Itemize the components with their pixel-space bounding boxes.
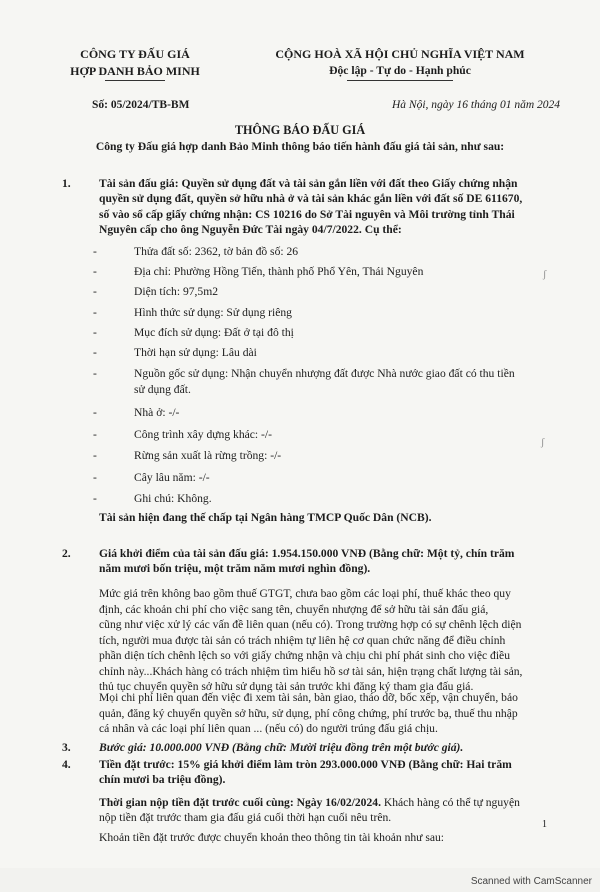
- deadline-note: Khách hàng có thể tự nguyện: [380, 796, 520, 809]
- section-1-lead-line: số vào sổ cấp giấy chứng nhận: CS 10216 do Sở Tài nguyên và Môi trường tỉnh Thái: [99, 207, 515, 221]
- paragraph-line: chỉnh này...Khách hàng có trách nhiệm tìm hiểu hồ sơ tài sản, hiện trạng chất lượng tài sản,: [99, 664, 523, 678]
- asset-item: - Thời hạn sử dụng: Lâu dài: [93, 345, 553, 360]
- section-2-paragraph-1: [99, 586, 561, 695]
- scan-speck: ʃ: [541, 437, 545, 448]
- company-underline: [105, 80, 165, 81]
- document-number: Số: 05/2024/TB-BM: [92, 99, 190, 111]
- page-number: 1: [542, 819, 547, 830]
- section-3-number: 3.: [62, 741, 71, 754]
- asset-item-text: Thời hạn sử dụng: Lâu dài: [134, 346, 257, 359]
- section-2-lead-line: Giá khởi điểm của tài sản đấu giá: 1.954.150.000 VNĐ (Bằng chữ: Một tỷ, chín trăm: [99, 547, 515, 560]
- paragraph-line: định, các khoản chi phí cho việc sang tên, chuyển nhượng để sở hữu tài sản đấu giá,: [99, 602, 489, 616]
- asset-item: - Công trình xây dựng khác: -/-: [93, 427, 553, 442]
- paragraph-line: cá nhân và các loại phí liên quan ... (nếu có) do người trúng đấu giá chịu.: [99, 722, 438, 736]
- motto-underline: [347, 80, 453, 81]
- national-title: CỘNG HOÀ XÃ HỘI CHỦ NGHĨA VIỆT NAM: [275, 47, 525, 61]
- asset-item-text: Thửa đất số: 2362, tờ bản đồ số: 26: [134, 245, 299, 258]
- company-name-line2: HỢP DANH BẢO MINH: [70, 64, 200, 79]
- asset-item: - Nhà ở: -/-: [93, 405, 553, 420]
- transfer-instruction: Khoản tiền đặt trước được chuyển khoản theo thông tin tài khoản như sau:: [99, 831, 445, 844]
- deposit-deadline: [99, 795, 561, 826]
- section-1-number: 1.: [62, 177, 71, 190]
- asset-item-text: Nguồn gốc sử dụng: Nhận chuyển nhượng đất được Nhà nước giao đất có thu tiền: [134, 367, 515, 380]
- section-2-number: 2.: [62, 547, 71, 560]
- asset-item: - Rừng sản xuất là rừng trồng: -/-: [93, 448, 553, 463]
- mortgage-note: Tài sản hiện đang thế chấp tại Ngân hàng TMCP Quốc Dân (NCB).: [99, 511, 432, 524]
- section-4-lead: [99, 757, 561, 788]
- section-1-lead: [99, 176, 561, 237]
- asset-item: - Ghi chú: Không.: [93, 491, 553, 506]
- deadline-line: [99, 795, 561, 810]
- paragraph-line: tích, người mua được tài sản có trách nhiệm tự liên hệ cơ quan chức năng để điều chỉnh: [99, 633, 506, 647]
- section-1-lead-line: quyền sử dụng đất, quyền sở hữu nhà ở và tài sản khác gắn liền với đất số DE 611670,: [99, 192, 523, 206]
- asset-item-text: Diện tích: 97,5m2: [134, 285, 219, 298]
- paragraph-line: thủ tục chuyển quyền sở hữu sử dụng tài sản trước khi đăng ký tham gia đấu giá.: [99, 680, 474, 694]
- scanner-watermark: Scanned with CamScanner: [470, 875, 592, 887]
- section-4-lead-line: Tiền đặt trước: 15% giá khởi điểm làm tròn 293.000.000 VNĐ (Bằng chữ: Hai trăm: [99, 758, 512, 771]
- asset-item: - Hình thức sử dụng: Sử dụng riêng: [93, 305, 553, 320]
- company-name-line1: CÔNG TY ĐẤU GIÁ: [80, 47, 190, 61]
- document-intro: Công ty Đấu giá hợp danh Bảo Minh thông báo tiến hành đấu giá tài sản, như sau:: [95, 140, 505, 153]
- paragraph-line: phần diện tích chênh lệch so với giấy chứng nhận và chịu chi phí phát sinh cho việc điều: [99, 649, 511, 663]
- document-date: Hà Nội, ngày 16 tháng 01 năm 2024: [391, 99, 560, 111]
- deadline-line-2: nộp tiền đặt trước tham gia đấu giá cuối thời hạn cuối nêu trên.: [99, 811, 392, 825]
- paragraph-line: Mọi chi phí liên quan đến việc đi xem tài sản, bàn giao, tháo dỡ, bốc xếp, vận chuyển, bảo: [99, 691, 518, 704]
- section-2-lead-line: năm mươi bốn triệu, một trăm năm mươi nghìn đồng).: [99, 562, 371, 576]
- section-2-lead: [99, 546, 561, 577]
- paragraph-line: Mức giá trên không bao gồm thuế GTGT, chưa bao gồm các loại phí, thuế khác theo quy: [99, 587, 511, 600]
- asset-item: - Diện tích: 97,5m2: [93, 284, 553, 299]
- section-4-number: 4.: [62, 758, 71, 771]
- asset-item: - Mục đích sử dụng: Đất ở tại đô thị: [93, 325, 553, 340]
- section-4-lead-line: chín mươi ba triệu đồng).: [99, 773, 226, 787]
- section-2-paragraph-2: [99, 690, 561, 737]
- asset-item: - Nguồn gốc sử dụng: Nhận chuyển nhượng đất được Nhà nước giao đất có thu tiền: [93, 366, 553, 381]
- section-1-lead-line: Nguyên cấp cho ông Nguyễn Đức Tài ngày 04/7/2022. Cụ thể:: [99, 222, 402, 236]
- deadline-date: Thời gian nộp tiền đặt trước cuối cùng: Ngày 16/02/2024.: [99, 796, 381, 809]
- asset-item-text: Hình thức sử dụng: Sử dụng riêng: [134, 306, 292, 319]
- national-header: [250, 46, 550, 80]
- asset-item: - Thửa đất số: 2362, tờ bản đồ số: 26: [93, 244, 553, 259]
- company-header: [60, 46, 210, 81]
- asset-item-text: Ghi chú: Không.: [134, 492, 212, 505]
- paragraph-line: cũng như việc xử lý các vấn đề liên quan (nếu có). Trong trường hợp có sự chênh lệch diện: [99, 618, 522, 632]
- bid-step: Bước giá: 10.000.000 VNĐ (Bằng chữ: Mười triệu đồng trên một bước giá).: [99, 741, 464, 754]
- scan-speck: ʃ: [543, 269, 547, 280]
- paragraph-line: quản, đăng ký chuyển quyền sở hữu, sử dụng, phí công chứng, phí trước bạ, thuế thu nhập: [99, 706, 518, 720]
- asset-item-text: Mục đích sử dụng: Đất ở tại đô thị: [134, 326, 294, 339]
- document-title: THÔNG BÁO ĐẤU GIÁ: [234, 123, 366, 137]
- asset-item-text: sử dụng đất.: [134, 383, 191, 396]
- asset-item: - Địa chỉ: Phường Hồng Tiến, thành phố Phổ Yên, Thái Nguyên: [93, 264, 553, 279]
- section-1-lead-line: Tài sản đấu giá: Quyền sử dụng đất và tài sản gắn liền với đất theo Giấy chứng nhận: [99, 177, 518, 190]
- asset-item-text: Rừng sản xuất là rừng trồng: -/-: [134, 449, 282, 462]
- asset-item-text: Cây lâu năm: -/-: [134, 471, 210, 484]
- asset-item-text: Địa chỉ: Phường Hồng Tiến, thành phố Phổ Yên, Thái Nguyên: [134, 265, 424, 278]
- asset-item: - Cây lâu năm: -/-: [93, 470, 553, 485]
- national-motto: Độc lập - Tự do - Hạnh phúc: [329, 64, 471, 78]
- asset-item-text: Công trình xây dựng khác: -/-: [134, 428, 272, 441]
- asset-item-text: Nhà ở: -/-: [134, 406, 180, 419]
